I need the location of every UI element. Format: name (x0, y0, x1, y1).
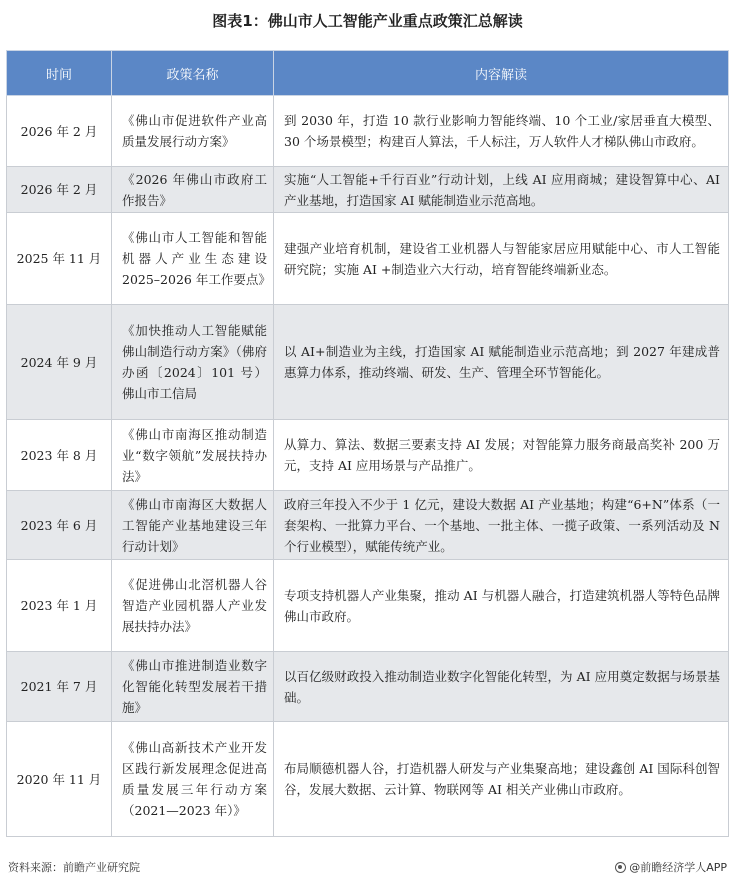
cell-policy-name: 《佛山市南海区推动制造业“数字领航”发展扶持办法》 (112, 420, 274, 491)
cell-content: 到 2030 年，打造 10 款行业影响力智能终端、10 个工业/家居垂直大模型、30 个场景模型；构建百人算法，千人标注，万人软件人才梯队佛山市政府。 (274, 96, 729, 167)
cell-content: 以 AI+制造业为主线，打造国家 AI 赋能制造业示范高地；到 2027 年建成普惠算力体系，推动终端、研发、生产、管理全环节智能化。 (274, 305, 729, 420)
table-row (7, 652, 729, 722)
table-row (7, 491, 729, 560)
brand-credit (615, 859, 727, 875)
source-note: 资料来源：前瞻产业研究院 (8, 861, 140, 874)
policy-table (6, 50, 729, 837)
cell-time: 2020 年 11 月 (7, 722, 112, 837)
header-content: 内容解读 (274, 51, 729, 96)
table-row (7, 560, 729, 652)
table-row (7, 167, 729, 213)
table-row (7, 305, 729, 420)
cell-policy-name: 《佛山市促进软件产业高质量发展行动方案》 (112, 96, 274, 167)
cell-policy-name: 《佛山高新技术产业开发区践行新发展理念促进高质量发展三年行动方案（2021—2023 年）》 (112, 722, 274, 837)
brand-logo-icon (615, 862, 626, 873)
cell-policy-name: 《佛山市南海区大数据人工智能产业基地建设三年行动计划》 (112, 491, 274, 560)
cell-content: 实施“人工智能+千行百业”行动计划，上线 AI 应用商城；建设智算中心、AI 产业基地，打造国家 AI 赋能制造业示范高地。 (274, 167, 729, 213)
table-header-row (7, 51, 729, 96)
cell-time: 2023 年 1 月 (7, 560, 112, 652)
cell-time: 2023 年 8 月 (7, 420, 112, 491)
table-row (7, 722, 729, 837)
cell-policy-name: 《加快推动人工智能赋能佛山制造行动方案》（佛府办函〔2024〕101 号）佛山市工信局 (112, 305, 274, 420)
cell-time: 2023 年 6 月 (7, 491, 112, 560)
cell-time: 2024 年 9 月 (7, 305, 112, 420)
cell-content: 专项支持机器人产业集聚，推动 AI 与机器人融合，打造建筑机器人等特色品牌佛山市政府。 (274, 560, 729, 652)
header-policy-name: 政策名称 (112, 51, 274, 96)
cell-content: 以百亿级财政投入推动制造业数字化智能化转型，为 AI 应用奠定数据与场景基础。 (274, 652, 729, 722)
cell-policy-name: 《促进佛山北滘机器人谷智造产业园机器人产业发展扶持办法》 (112, 560, 274, 652)
header-time: 时间 (7, 51, 112, 96)
cell-policy-name: 《佛山市人工智能和智能机器人产业生态建设 2025–2026 年工作要点》 (112, 213, 274, 305)
cell-time: 2021 年 7 月 (7, 652, 112, 722)
cell-time: 2025 年 11 月 (7, 213, 112, 305)
table-row (7, 213, 729, 305)
table-row (7, 96, 729, 167)
table-row (7, 420, 729, 491)
cell-policy-name: 《佛山市推进制造业数字化智能化转型发展若干措施》 (112, 652, 274, 722)
cell-time: 2026 年 2 月 (7, 167, 112, 213)
chart-title: 图表1：佛山市人工智能产业重点政策汇总解读 (212, 12, 523, 30)
brand-label: @前瞻经济学人APP (629, 861, 727, 874)
cell-content: 建强产业培育机制，建设省工业机器人与智能家居应用赋能中心、市人工智能研究院；实施 AI +制造业六大行动，培育智能终端新业态。 (274, 213, 729, 305)
cell-content: 布局顺德机器人谷，打造机器人研发与产业集聚高地；建设鑫创 AI 国际科创智谷，发展大数据、云计算、物联网等 AI 相关产业佛山市政府。 (274, 722, 729, 837)
cell-content: 政府三年投入不少于 1 亿元，建设大数据 AI 产业基地；构建“6+N”体系（一套架构、一批算力平台、一个基地、一批主体、一揽子政策、一系列活动及 N 个行业模型），赋能传统产业。 (274, 491, 729, 560)
cell-time: 2026 年 2 月 (7, 96, 112, 167)
cell-policy-name: 《2026 年佛山市政府工作报告》 (112, 167, 274, 213)
cell-content: 从算力、算法、数据三要素支持 AI 发展；对智能算力服务商最高奖补 200 万元，支持 AI 应用场景与产品推广。 (274, 420, 729, 491)
